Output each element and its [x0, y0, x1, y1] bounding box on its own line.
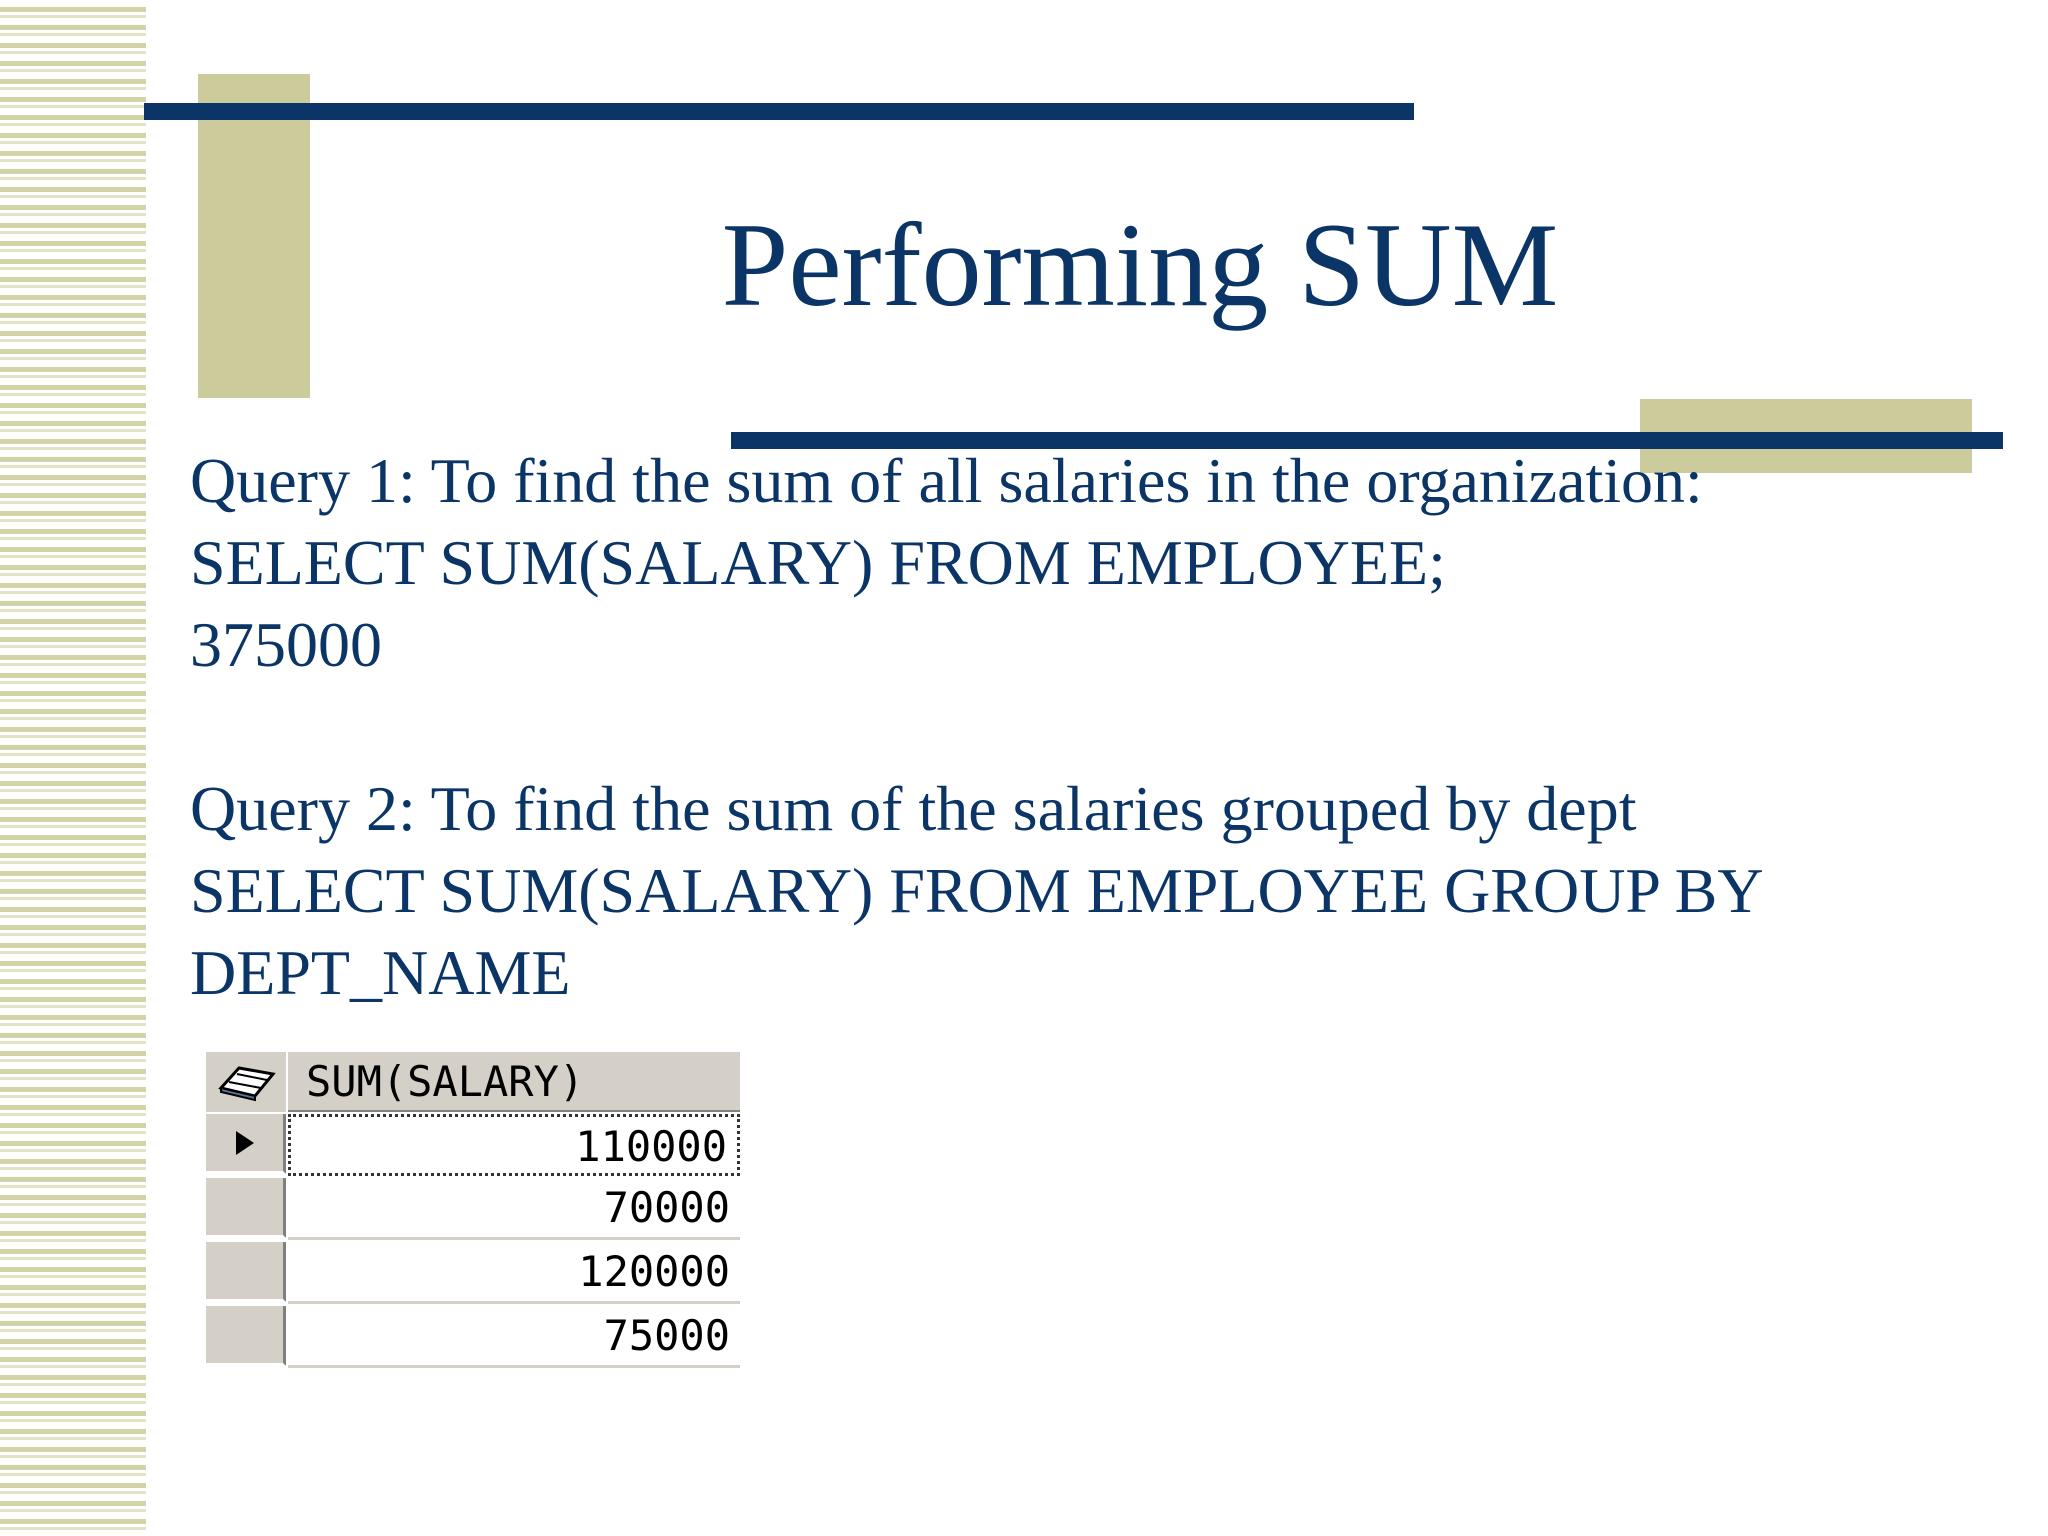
blank-line [190, 686, 2010, 768]
table-cell[interactable]: 75000 [288, 1306, 740, 1368]
table-cell[interactable]: 120000 [288, 1242, 740, 1304]
grid-corner[interactable] [206, 1052, 288, 1112]
query-1-description: Query 1: To find the sum of all salaries in the organization: [190, 445, 1703, 516]
row-header-1[interactable] [206, 1114, 286, 1174]
table-cell[interactable]: 70000 [288, 1178, 740, 1240]
slide-title: Performing SUM [721, 198, 1559, 331]
result-grid [206, 1052, 740, 1372]
table-cell[interactable]: 110000 [288, 1114, 740, 1176]
row-header-2[interactable] [206, 1178, 286, 1238]
column-header-sum-salary[interactable]: SUM(SALARY) [288, 1052, 740, 1112]
query-2-sql: SELECT SUM(SALARY) FROM EMPLOYEE GROUP BY [190, 855, 1764, 926]
table-icon [215, 1062, 277, 1102]
query-1-sql: SELECT SUM(SALARY) FROM EMPLOYEE; [190, 527, 1446, 598]
row-header-3[interactable] [206, 1242, 286, 1302]
slide-body [190, 440, 2010, 1014]
decorative-olive-block-top [198, 74, 310, 398]
row-header-4[interactable] [206, 1306, 286, 1366]
query-1-result: 375000 [190, 609, 382, 680]
query-2-sql-continued: DEPT_NAME [190, 937, 571, 1008]
decorative-navy-bar-top [144, 103, 1414, 120]
query-2-description: Query 2: To find the sum of the salaries grouped by dept [190, 773, 1637, 844]
triangle-right-icon [234, 1130, 256, 1156]
striped-sidebar [0, 0, 146, 1536]
